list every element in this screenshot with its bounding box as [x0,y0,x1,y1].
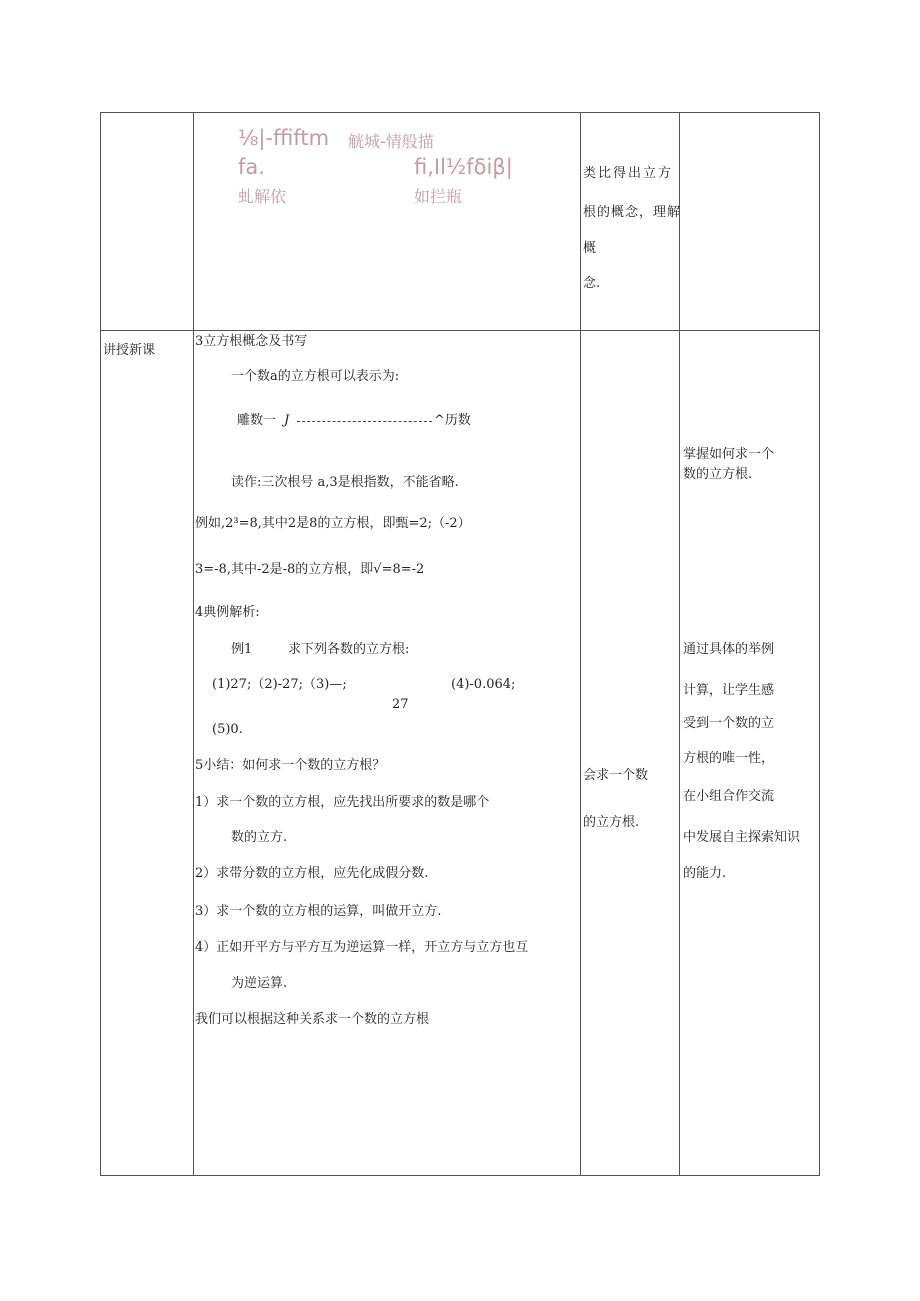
example-1-prompt: 求下列各数的立方根: [288,642,410,657]
garbled-text-3b: 如拦瓶 [414,187,463,206]
heading-4: 4典例解析: [195,605,260,620]
summary-1a: 1）求一个数的立方根，应先找出所要求的数是哪个 [195,795,490,810]
diagram-left-label: 雕数一 [237,413,277,428]
example-line-2: 3=-8,其中-2是-8的立方根，即√=8=-2 [195,562,425,577]
goal-1-line-2: 数的立方根. [683,467,753,482]
diagram-right-label: ^历数 [434,413,471,428]
table-border-bottom [100,1175,820,1176]
table-row-divider [100,330,820,331]
activity-text-2: 的立方根. [583,815,640,830]
heading-3: 3立方根概念及书写 [195,334,308,349]
goal-2-line-2: 计算，让学生感 [683,683,775,698]
reading-line: 读作:三次根号 a,3是根指数，不能省略. [231,475,459,490]
objective-text-3: 概 [583,241,597,256]
summary-3: 3）求一个数的立方根的运算，叫做开立方. [195,904,442,919]
notation-intro: 一个数a的立方根可以表示为: [231,369,400,384]
example-1-denominator: 27 [392,697,409,712]
summary-2: 2）求带分数的立方根，应先化成假分数. [195,866,429,881]
section-label: 讲授新课 [103,343,156,358]
goal-2-line-1: 通过具体的举例 [683,642,775,657]
example-1-label: 例1 [231,642,253,657]
objective-text-4: 念. [583,276,601,291]
garbled-text-1b: 觥城-情般描 [348,132,434,151]
garbled-text-2a: fa. [238,155,265,179]
diagram-dashed-line [297,421,432,422]
garbled-text-2b: fi,Il½fδiβ| [414,155,513,179]
diagram-root-symbol: J [284,413,290,428]
example-1-items: (1)27;（2)-27;（3)—; [212,677,347,692]
goal-2-line-4: 方根的唯一性， [683,751,775,766]
garbled-text-1a: ⅛|-ffiftm [238,126,330,150]
example-line-1: 例如,2³=8,其中2是8的立方根，即甄=2;（-2） [195,516,471,531]
summary-4b: 为逆运算. [231,976,288,991]
table-col-divider-1 [193,112,194,1176]
heading-5: 5小结：如何求一个数的立方根？ [195,758,386,773]
table-col-divider-2 [580,112,581,1176]
goal-1-line-1: 掌握如何求一个 [683,447,775,462]
table-col-divider-3 [679,112,680,1176]
activity-text-1: 会求一个数 [583,768,649,783]
example-1-item-4: (4)-0.064; [451,677,516,692]
objective-text-1: 类比得出立方 [583,166,674,181]
goal-2-line-7: 的能力. [683,866,727,881]
example-1-item-5: (5)0. [212,722,243,737]
goal-2-line-3: 受到一个数的立 [683,716,775,731]
objective-text-2: 根的概念，理解 [583,205,682,220]
goal-2-line-5: 在小组合作交流 [683,789,775,804]
table-border-left [100,112,101,1176]
table-border-top [100,112,820,113]
closing-line: 我们可以根据这种关系求一个数的立方根 [195,1012,430,1027]
summary-4a: 4）正如开平方与平方互为逆运算一样，开立方与立方也互 [195,940,529,955]
goal-2-line-6: 中发展自主探索知识 [683,830,801,845]
table-border-right [819,112,820,1176]
garbled-text-3a: 虬解依 [238,187,287,206]
summary-1b: 数的立方. [231,830,288,845]
